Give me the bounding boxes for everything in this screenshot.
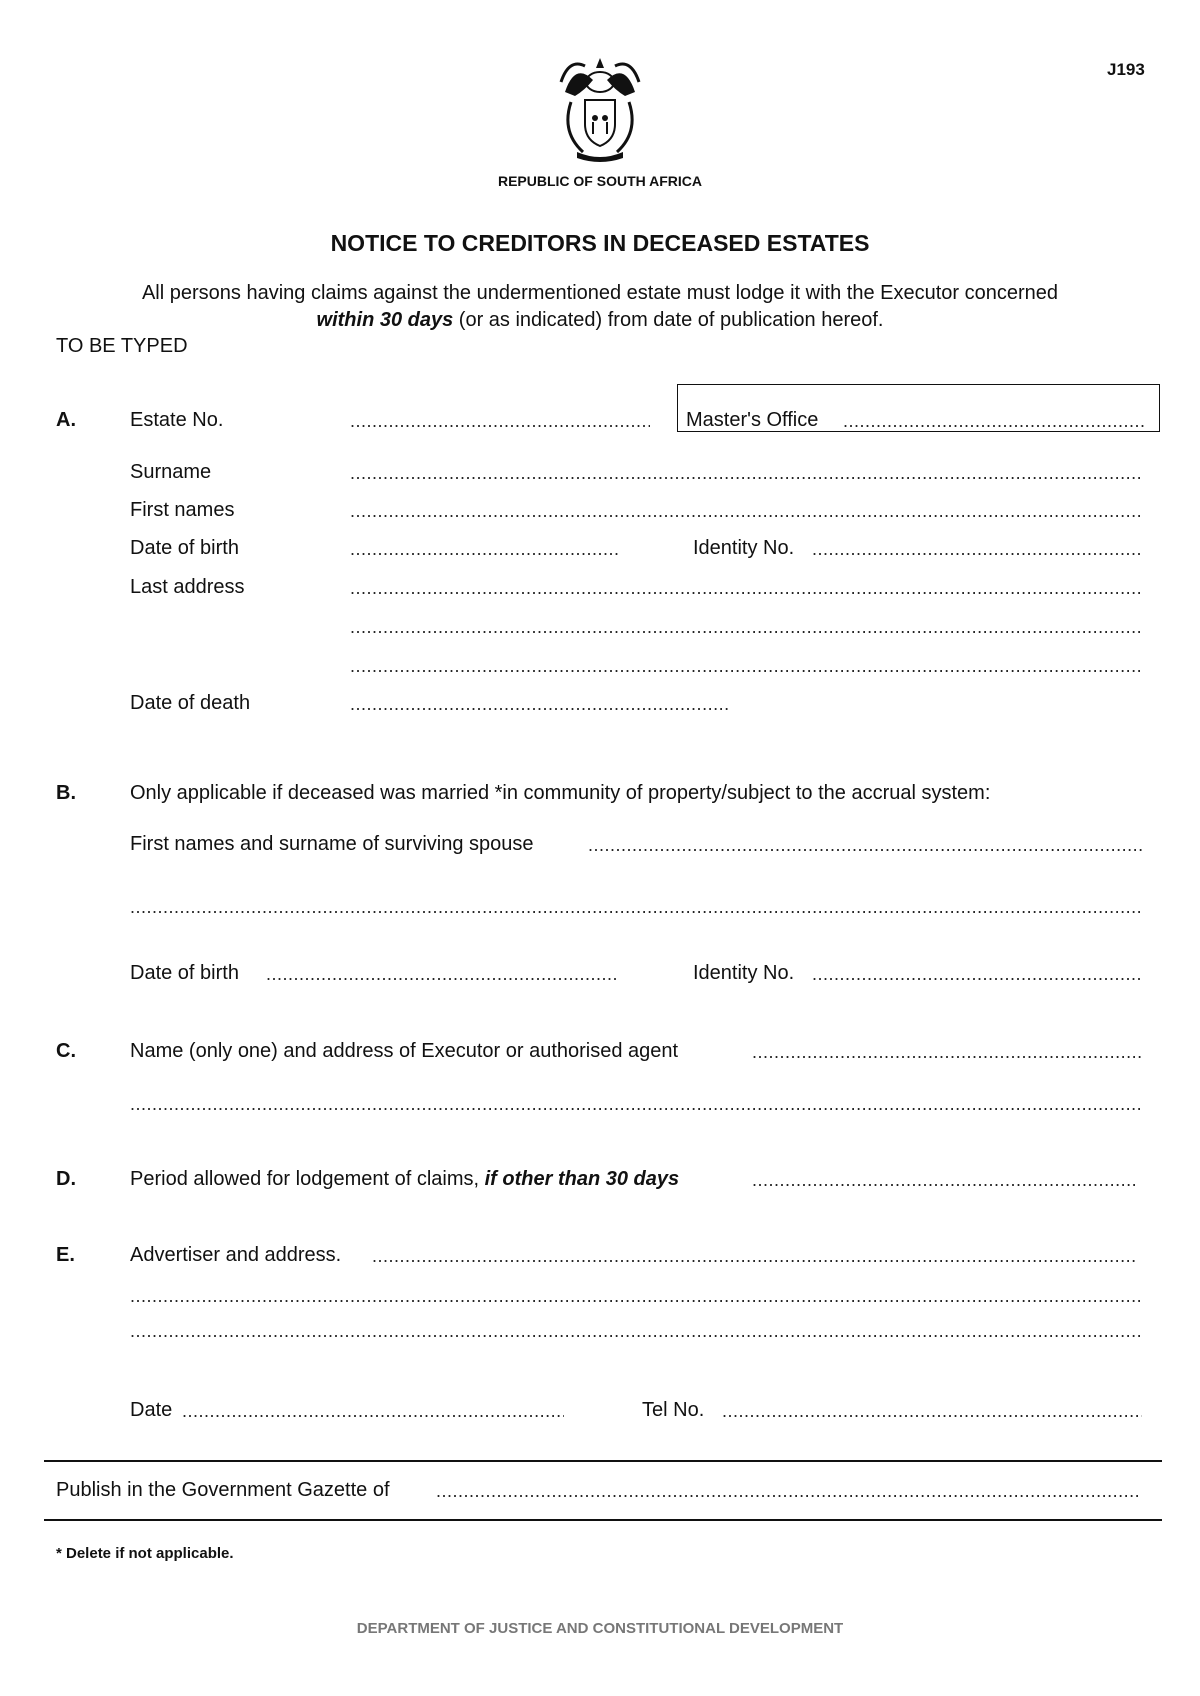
spouse-date-of-birth-label: Date of birth [130,962,239,984]
lodgement-period-text: Period allowed for lodgement of claims, [130,1168,485,1190]
lodgement-period-label [130,1168,679,1191]
first-names-field[interactable] [350,501,1142,522]
identity-no-label: Identity No. [693,537,795,559]
intro-emphasis: within 30 days [316,309,454,331]
last-address-field-2[interactable] [350,617,1142,638]
identity-no-field[interactable] [812,539,1142,560]
date-field[interactable] [182,1401,564,1422]
spouse-date-of-birth-field[interactable] [266,964,618,985]
surviving-spouse-field-2[interactable] [130,897,1142,918]
estate-no-label: Estate No. [130,409,224,431]
date-label: Date [130,1399,173,1421]
executor-field-1[interactable] [752,1042,1142,1063]
estate-no-field[interactable] [350,411,650,432]
date-of-death-field[interactable] [350,694,730,715]
divider-top [44,1460,1162,1462]
advertiser-field-1[interactable] [372,1246,1138,1267]
intro-line-2 [0,309,1200,332]
tel-no-field[interactable] [722,1401,1142,1422]
first-names-label: First names [130,499,235,521]
coat-of-arms-icon [555,52,645,164]
masters-office-label: Master's Office [686,409,819,431]
lodgement-period-field[interactable] [752,1170,1136,1191]
section-c-letter: C. [56,1040,76,1062]
page-title: NOTICE TO CREDITORS IN DECEASED ESTATES [330,230,870,256]
section-e-letter: E. [56,1244,75,1266]
publish-field[interactable] [436,1481,1138,1502]
advertiser-field-3[interactable] [130,1321,1142,1342]
advertiser-label: Advertiser and address. [130,1244,342,1266]
date-of-birth-field[interactable] [350,539,618,560]
last-address-field-3[interactable] [350,656,1142,677]
tel-no-label: Tel No. [642,1399,705,1421]
publish-label: Publish in the Government Gazette of [56,1479,390,1501]
surname-field[interactable] [350,463,1142,484]
spouse-identity-no-label: Identity No. [693,962,795,984]
date-of-death-label: Date of death [130,692,251,714]
footnote: * Delete if not applicable. [56,1545,234,1562]
masters-office-field[interactable] [843,411,1145,432]
surname-label: Surname [130,461,212,483]
republic-label: REPUBLIC OF SOUTH AFRICA [497,173,703,189]
form-code: J193 [1107,60,1145,79]
divider-bottom [44,1519,1162,1521]
last-address-label: Last address [130,576,245,598]
section-d-letter: D. [56,1168,76,1190]
to-be-typed-label: TO BE TYPED [56,335,188,357]
surviving-spouse-label: First names and surname of surviving spouse [130,833,534,855]
last-address-field-1[interactable] [350,578,1142,599]
executor-label: Name (only one) and address of Executor or authorised agent [130,1040,679,1062]
department-footer: DEPARTMENT OF JUSTICE AND CONSTITUTIONAL DEVELOPMENT [356,1620,844,1637]
spouse-identity-no-field[interactable] [812,964,1142,985]
intro-rest: (or as indicated) from date of publication hereof. [453,309,884,331]
executor-field-2[interactable] [130,1094,1142,1115]
surviving-spouse-field[interactable] [588,835,1142,856]
advertiser-field-2[interactable] [130,1286,1142,1307]
intro-line-1: All persons having claims against the undermentioned estate must lodge it with the Executor concerned [141,282,1059,304]
section-a-letter: A. [56,409,76,431]
lodgement-period-emphasis: if other than 30 days [484,1168,680,1190]
date-of-birth-label: Date of birth [130,537,239,559]
section-b-text: Only applicable if deceased was married *in community of property/subject to the accrual system: [130,782,991,804]
section-b-letter: B. [56,782,76,804]
